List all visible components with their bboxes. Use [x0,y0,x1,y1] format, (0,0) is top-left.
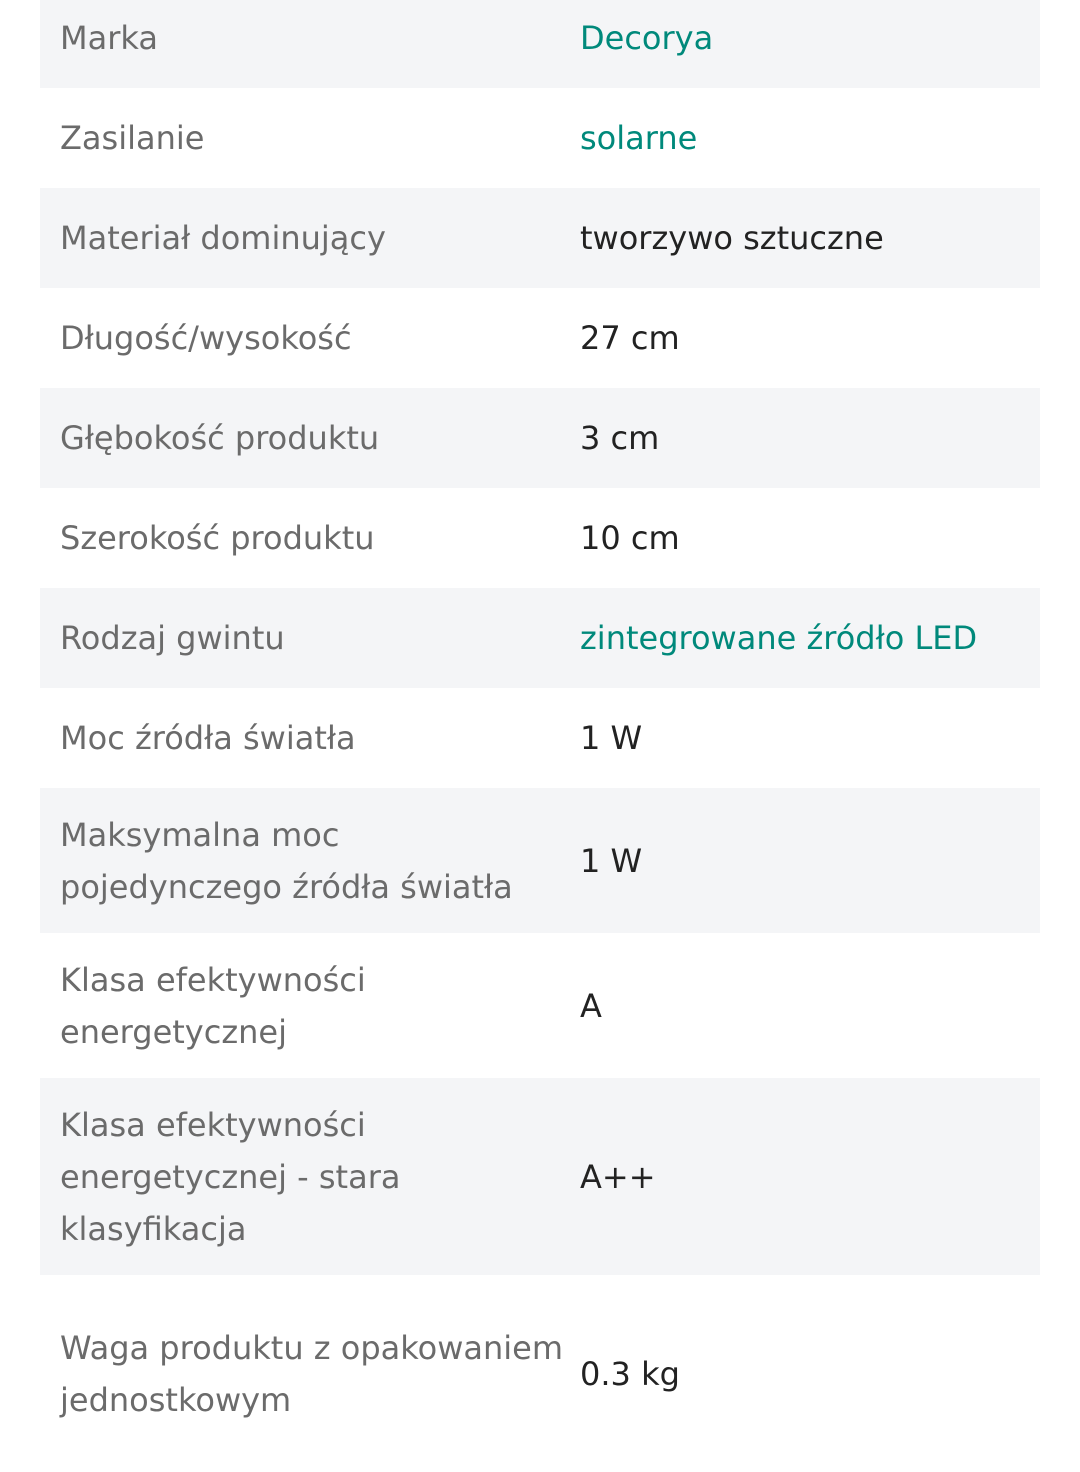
spec-row-material [40,188,1040,288]
spec-value: 1 W [580,841,643,880]
spec-row-waga [40,1275,1040,1472]
spec-label: Waga produktu z opakowaniem jednostkowym [60,1328,564,1419]
spec-value-link[interactable]: Decorya [580,19,714,57]
spec-label: Marka [60,19,158,57]
spec-label: Klasa efektywności energetycznej [60,960,366,1051]
spec-value: 10 cm [580,519,680,557]
spec-value: A [580,986,602,1025]
spec-row-marka [40,0,1040,88]
spec-row-zasilanie [40,88,1040,188]
spec-value-link[interactable]: zintegrowane źródło LED [580,619,978,657]
spec-value: 0.3 kg [580,1354,680,1393]
spec-label: Głębokość produktu [60,419,380,457]
spec-row-dlugosc [40,288,1040,388]
product-specs-table [40,0,1040,1472]
spec-row-klasa-stara [40,1078,1040,1275]
spec-row-gwint [40,588,1040,688]
spec-row-klasa [40,933,1040,1078]
spec-row-moc [40,688,1040,788]
spec-value: 3 cm [580,419,660,457]
spec-label: Maksymalna moc pojedynczego źródła światła [60,815,513,906]
spec-value: tworzywo sztuczne [580,219,884,257]
spec-value-link[interactable]: solarne [580,119,698,157]
spec-label: Klasa efektywności energetycznej - stara klasyfikacja [60,1105,401,1248]
spec-label: Moc źródła światła [60,719,356,757]
spec-value: 1 W [580,719,643,757]
spec-label: Rodzaj gwintu [60,619,285,657]
spec-label: Szerokość produktu [60,519,375,557]
spec-row-glebokosc [40,388,1040,488]
spec-row-szerokosc [40,488,1040,588]
spec-value: A++ [580,1157,656,1196]
spec-label: Zasilanie [60,119,205,157]
spec-row-max-moc [40,788,1040,933]
spec-label: Materiał dominujący [60,219,386,257]
spec-value: 27 cm [580,319,680,357]
spec-label: Długość/wysokość [60,319,352,357]
